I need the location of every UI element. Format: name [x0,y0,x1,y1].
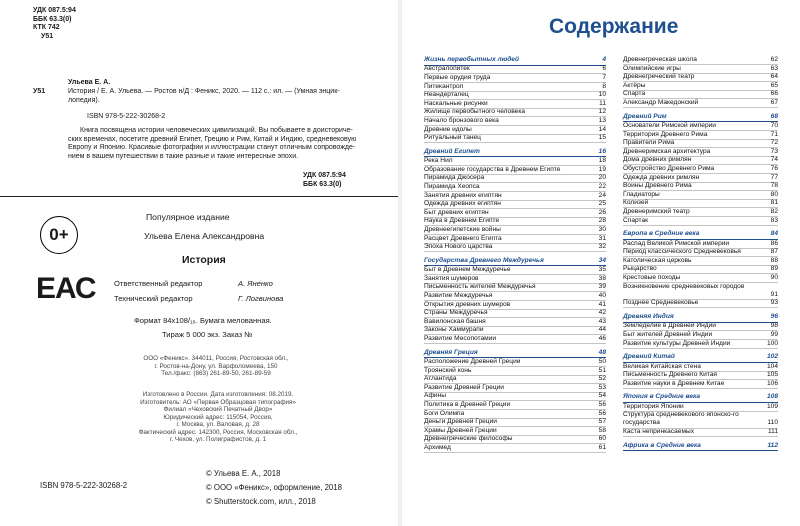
toc-entry-page: 18 [598,157,606,165]
toc-entry-page: 39 [598,283,606,291]
toc-entry-page: 58 [598,426,606,434]
toc-entry-label: Троянский конь [424,366,472,374]
toc-entry-label: Политика в Древней Греции [424,401,511,408]
toc-entry [623,340,778,349]
toc-entry-label: Письменность жителей Междуречья [424,283,536,291]
toc-entry-label: Государства Древнего Междуречья [424,256,544,264]
toc-entry-page: 13 [598,117,606,124]
toc-entry [424,444,606,453]
annotation [68,127,388,161]
toc-entry-label: Занятия древних египтян [424,191,502,199]
toc-entry-label: Афины [424,392,446,400]
toc-entry-page: 34 [598,256,606,264]
printer-line: Изготовитель: АО «Первая Образцовая типография» [140,398,296,406]
toc-entry-label: Быт жителей Древней Индии [623,331,713,338]
toc-entry-label: Древнеегипетские войны [424,226,501,233]
isbn-top: ISBN 978-5-222-30268-2 [87,113,166,120]
toc-entry-page: 35 [598,266,606,274]
toc-entry-label: Развитие науки в Древнем Китае [623,379,725,387]
toc-entry-label: Правители Рима [623,139,675,147]
toc-entry-page: 81 [770,199,778,207]
toc-entry-page: 89 [770,265,778,273]
toc-section-heading [424,349,606,359]
publisher-block [116,355,316,378]
toc-entry-label: Древнегреческая школа [623,56,697,63]
toc-entry-page: 8 [602,82,606,90]
toc-entry-label: Законы Хаммурапи [424,326,484,334]
toc-entry-page: 76 [770,165,778,172]
print-run: Тираж 5 000 экз. Заказ № [162,330,253,339]
toc-entry-label: Рыцарство [623,265,657,273]
toc-entry-label: Древнеримский театр [623,208,690,215]
toc-entry-label: Древний Рим [623,112,667,120]
toc-entry-label: Дома древних римлян [623,156,692,164]
toc-entry-page: 100 [766,339,778,347]
toc-entry-label: Страны Междуречья [424,309,488,317]
toc-entry-page: 15 [598,134,606,142]
toc-entry-label: Великая Китайская стена [623,362,701,370]
toc-section-heading [623,393,778,403]
printer-line: Фактический адрес: 142300, Россия, Московская обл., [138,428,298,436]
toc-entry-page: 26 [598,208,606,216]
toc-entry-page: 54 [598,392,606,400]
toc-entry-page: 28 [598,217,606,225]
toc-entry-page: 104 [766,362,778,370]
bbk-code: ББК 63.3(0) [33,15,72,23]
toc-entry-label: Возникновение средневековых городов [623,282,745,290]
toc-entry-label: Олимпийские игры [623,64,681,72]
toc-entry-page: 19 [598,165,606,173]
printer-line: Изготовлено в России. Дата изготовления: 08.2019. [142,391,294,398]
toc-entry-page: 106 [766,379,778,387]
toc-section-heading [424,257,606,267]
toc-entry-label: Храмы Древней Греции [424,426,497,434]
printer-line: г. Москва, ул. Валовая, д. 28 [176,421,260,428]
copyright-block [206,467,342,509]
toc-entry-label: Первые орудия труда [424,74,491,81]
toc-entry-page: 56 [598,409,606,417]
toc-entry-label: Река Нил [424,157,453,165]
toc-entry-page: 64 [770,73,778,81]
toc-entry [623,380,778,389]
toc-entry-page: 91 [770,290,778,298]
toc-entry-label: Пирамида Джосера [424,174,485,182]
toc-entry-page: 96 [770,313,778,320]
toc-entry-page: 71 [770,130,778,138]
toc-entry-page: 87 [770,248,778,256]
toc-section-heading [623,230,778,240]
ktk-code: КТК 742 [33,24,60,32]
toc-entry-label: Древняя Индия [623,313,674,320]
toc-entry-label: Питекантроп [424,82,464,90]
annotation-line: Книга посвящена истории человеческих цивилизаций. Вы побываете в доисториче- [80,127,353,134]
toc-entry-label: Распад Великой Римской империи [623,239,730,247]
toc-entry-page: 56 [598,401,606,408]
toc-entry-label: Европа в Средние века [623,230,700,238]
toc-section-heading [623,442,778,452]
toc-entry-label: Обустройство Древнего Рима [623,165,715,172]
toc-entry [623,411,778,428]
toc-entry-page: 77 [770,173,778,181]
toc-entry-page: 90 [770,274,778,281]
toc-entry [623,299,778,308]
toc-entry-label: Древний Египет [424,147,480,155]
toc-entry-page: 25 [598,200,606,208]
toc-entry-page: 66 [770,90,778,98]
toc-entry-label: Актёры [623,81,646,89]
toc-entry-label: Наскальные рисунки [424,99,488,107]
format-line: Формат 84x108/₁₆. Бумага мелованная. [134,316,272,325]
toc-entry-label: Крестовые походы [623,274,681,281]
toc-entry-label: Александр Македонский [623,99,699,106]
printer-line: Филиал «Чеховский Печатный Двор» [163,406,273,413]
toc-entry-label: Развитие культуры Древней Индии [623,339,731,347]
toc-entry-page: 16 [598,147,606,155]
toc-entry-label: Деньги Древней Греции [424,418,497,426]
divider [0,196,400,197]
edition-type: Популярное издание [146,212,230,222]
toc-section-heading [424,56,606,66]
toc-entry-label: Воины Древнего Рима [623,182,692,190]
toc-entry-page: 57 [598,418,606,426]
toc-entry-page: 74 [770,156,778,164]
toc-entry-label: Период классического Средневековья [623,248,741,256]
annotation-line: ских временах, посетите древний Египет, Грецию и Рим, Китай и Индию, средневековую [68,135,357,143]
toc-entry-label: Расцвет Древнего Египта [424,234,502,242]
toc-entry-label: Боги Олимпа [424,409,465,417]
toc-entry-page: 12 [598,108,606,116]
toc-entry-page: 108 [766,393,778,401]
bbk-code-right: ББК 63.3(0) [303,180,342,188]
printer-block [118,391,318,444]
bibliographic-line: История / Е. А. Ульева. — Ростов н/Д : Феникс, 2020. — 112 с.: ил. — (Умная энцик- [68,88,340,95]
toc-entry-page: 82 [770,208,778,215]
toc-entry-page: 62 [770,56,778,63]
toc-entry-label: Колизей [623,199,649,207]
book-title: История [182,254,226,266]
toc-entry-label: Жизнь первобытных людей [424,56,519,63]
toc-entry-label: Территория Древнего Рима [623,130,708,138]
toc-entry-label: Структура средневекового японско-го государства [623,411,739,427]
toc-entry-page: 48 [598,348,606,356]
toc-entry-page: 102 [766,353,778,361]
toc-entry-page: 30 [598,226,606,233]
publisher-line: Тел./факс: (863) 261-89-50, 261-89-59 [161,370,271,377]
annotation-line: Европу и Японию. Красивые фотографии и иллюстрации станут отличным сопровожде- [68,144,356,152]
toc-entry-page: 40 [598,292,606,299]
toc-entry-label: Занятия шумеров [424,274,479,282]
toc-entry-page: 20 [598,174,606,182]
annotation-line: нием в вашем путешествии в такие разные и такие интересные эпохи. [68,152,299,160]
credit-role: Ответственный редактор [114,279,203,288]
toc-entry-label: Австралопитек [424,65,470,73]
toc-entry-page: 83 [770,216,778,224]
toc-entry-page: 88 [770,256,778,264]
cutter-mark: У51 [33,88,46,95]
toc-entry-page: 67 [770,99,778,106]
toc-entry-page: 24 [598,191,606,199]
publisher-line: ООО «Феникс». 344011, Россия, Ростовская обл., [143,355,289,362]
toc-entry-label: Жилище первобытного человека [424,108,526,116]
toc-entry-label: Развитие Древней Греции [424,383,504,391]
toc-entry-label: Быт в Древнем Междуречье [424,266,511,274]
toc-entry-label: Архимед [424,444,451,451]
toc-entry-page: 78 [770,182,778,190]
isbn-bottom: ISBN 978-5-222-30268-2 [40,481,128,490]
toc-entry-label: Япония в Средние века [623,393,701,401]
toc-entry-page: 84 [770,230,778,238]
toc-entry-label: Территория Японии [623,402,684,410]
udc-code: УДК 087.5:94 [33,7,76,14]
toc-entry-page: 109 [766,402,778,410]
toc-entry-label: Пирамида Хеопса [424,183,480,190]
toc-entry-label: Наука в Древнем Египте [424,217,500,225]
eac-mark: ЕАС [36,272,96,305]
toc-entry-label: Открытия древних шумеров [424,300,511,308]
toc-entry-page: 41 [598,300,606,308]
toc-entry-label: Эпоха Нового царства [424,243,493,251]
copyright-line: © ООО «Феникс», оформление, 2018 [206,483,342,492]
toc-entry-page: 111 [767,428,778,436]
toc-entry-page: 73 [770,147,778,155]
toc-entry-label: Спарта [623,90,646,98]
toc-section-heading [424,148,606,158]
credit-role: Технический редактор [114,294,193,303]
publisher-line: г. Ростов-на-Дону, ул. Варфоломеева, 150 [154,362,278,370]
author-full-name: Ульева Елена Александровна [144,231,265,241]
toc-entry-page: 43 [598,317,606,325]
toc-entry-page: 14 [598,125,606,133]
toc-entry [623,99,778,108]
toc-entry-label: Образование государства в Древнем Египте [424,165,561,173]
toc-entry-page: 98 [770,322,778,330]
toc-entry-label: Неандерталец [424,91,469,99]
toc-entry-page: 99 [770,331,778,338]
toc-entry-label: Одежда древних римлян [623,173,700,181]
bibliographic-line-2: лопедия). [68,97,100,104]
toc-entry-page: 10 [598,91,606,99]
toc-entry-label: Расположение Древней Греции [424,358,521,365]
toc-entry-page: 60 [598,435,606,443]
toc-entry-label: Древнегреческие философы [424,435,513,443]
contents-title: Содержание [549,15,679,38]
toc-section-heading [623,353,778,363]
toc-entry-label: Атлантида [424,375,457,383]
toc-entry-label: Письменность Древнего Китая [623,371,717,379]
top-codes [33,7,76,41]
toc-entry-page: 11 [599,99,606,107]
toc-entry-label: Вавилонская башня [424,317,486,325]
toc-entry-page: 22 [598,183,606,190]
age-rating-badge: 0+ [40,216,78,254]
toc-entry-label: Начало бронзового века [424,117,499,124]
author-heading: Ульева Е. А. [68,79,111,86]
toc-entry-page: 70 [770,122,778,129]
toc-entry-label: Ритуальный танец [424,134,481,142]
toc-entry-page: 31 [598,234,606,242]
toc-entry-label: Быт древних египтян [424,208,489,216]
toc-entry-label: Основатели Римской империи [623,122,716,129]
toc-entry-page: 6 [602,65,606,73]
cutter-code: У51 [41,32,54,40]
toc-entry-page: 65 [770,81,778,89]
toc-entry-label: Земледелие в Древней Индии [623,322,716,330]
copyright-line: © Shutterstock.com, илл., 2018 [206,497,316,506]
toc-entry-label: Гладиаторы [623,190,660,198]
toc-entry-page: 42 [598,309,606,317]
toc-entry-page: 110 [767,419,778,427]
printer-line: г. Чехов, ул. Полиграфистов, д. 1 [169,436,267,443]
toc-entry-page: 86 [770,239,778,247]
toc-entry [424,134,606,143]
toc-entry-page: 46 [598,335,606,342]
toc-entry-page: 68 [770,112,778,120]
toc-section-heading [623,113,778,123]
toc-entry-page: 38 [598,274,606,282]
toc-entry-label: Древнегреческий театр [623,73,695,81]
toc-entry-page: 80 [770,190,778,198]
contents-page [402,0,800,526]
toc-entry-page: 72 [770,139,778,147]
toc-entry-label: Каста непринкасаемых [623,428,695,436]
codes-right [303,172,346,189]
copyright-line: © Ульева Е. А., 2018 [206,469,281,478]
toc-entry [623,283,778,300]
toc-entry-page: 32 [598,243,606,251]
toc-entry-label: Древние идолы [424,125,472,133]
toc-entry-page: 50 [598,358,606,365]
toc-entry-label: Древнеримская архитектура [623,147,711,155]
toc-entry-page: 63 [770,64,778,72]
toc-entry-label: Африка в Средние века [623,441,701,449]
toc-entry [424,243,606,252]
toc-entry-page: 4 [602,56,606,63]
toc-entry-page: 44 [598,326,606,334]
toc-entry-page: 93 [770,299,778,307]
toc-entry-page: 105 [766,371,778,379]
toc-entry-page: 51 [598,366,606,374]
toc-entry-label: Древняя Греция [424,348,478,356]
toc-entry-label: Позднее Средневековье [623,299,699,307]
toc-entry-page: 52 [598,375,606,383]
toc-entry-label: Католическая церковь [623,256,692,264]
credit-name: А. Яненко [238,279,273,288]
toc-entry-label: Развитие Междуречья [424,292,493,299]
credit-name: Г. Логвинова [238,294,284,303]
toc-entry-label: Развитие Месопотамии [424,335,497,342]
toc-entry-page: 112 [767,441,778,449]
toc-entry-page: 7 [602,74,606,81]
toc-entry [623,428,778,437]
toc-entry-label: Спартак [623,216,649,224]
toc-entry-page: 61 [598,444,606,451]
toc-entry-page: 53 [598,383,606,391]
printer-line: Юридический адрес: 115054, Россия, [163,413,273,421]
toc-entry-label: Древний Китай [623,353,675,361]
toc-entry-label: Одежда древних египтян [424,200,501,208]
toc-entry [424,335,606,344]
toc-entry [623,217,778,226]
udc-code-right: УДК 087.5:94 [303,172,346,179]
